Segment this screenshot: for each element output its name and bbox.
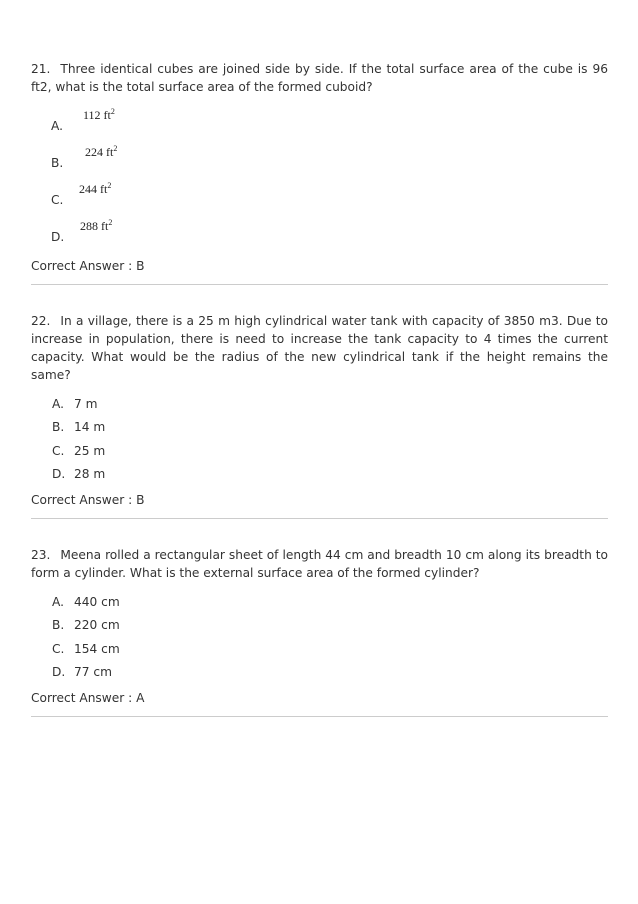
question-number: 23. [31, 548, 51, 563]
option-letter: B. [52, 420, 65, 435]
option-b[interactable] [31, 144, 608, 181]
option-image-value: 244 $ft^2$ [79, 181, 112, 196]
question-body: Meena rolled a rectangular sheet of length 44 cm and breadth 10 cm along its breadth to form a cylinder. What is the external surface area of the formed cylinder? [31, 548, 608, 581]
question-number: 21. [31, 62, 51, 76]
option-list [52, 396, 608, 489]
question-body: Three identical cubes are joined side by side. If the total surface area of the cube is 96 ft2, what is the total surface area of the formed cuboid? [31, 62, 608, 94]
option-value: 14 m [74, 420, 106, 435]
option-letter: C. [51, 193, 64, 207]
option-letter: A. [52, 595, 64, 610]
correct-answer: Correct Answer : A [31, 691, 145, 706]
option-letter: A. [51, 119, 63, 133]
option-a[interactable] [31, 107, 608, 144]
option-c[interactable] [52, 641, 608, 664]
option-value: 440 cm [74, 595, 120, 610]
option-value: 220 cm [74, 618, 120, 633]
question-22 [31, 312, 608, 519]
option-list [52, 594, 608, 687]
option-letter: C. [52, 641, 65, 656]
option-letter: D. [52, 665, 66, 680]
option-value: 25 m [74, 443, 106, 458]
option-letter: D. [51, 230, 65, 244]
question-number: 22. [31, 314, 51, 328]
question-23-text [31, 546, 608, 582]
correct-answer: Correct Answer : B [31, 493, 145, 508]
option-d[interactable] [52, 466, 608, 489]
option-letter: A. [52, 397, 64, 411]
option-d[interactable] [31, 218, 608, 255]
option-letter: B. [51, 156, 64, 170]
worksheet-page [31, 60, 608, 717]
question-21 [31, 60, 608, 285]
option-value: 77 cm [74, 665, 112, 680]
option-b[interactable] [52, 419, 608, 442]
option-a[interactable] [52, 396, 608, 419]
option-value: 7 m [74, 397, 98, 411]
option-value: 28 m [74, 466, 106, 481]
option-letter: D. [52, 466, 66, 481]
option-letter: C. [52, 443, 65, 458]
option-list [31, 107, 608, 255]
option-d[interactable] [52, 664, 608, 687]
option-image-value: 224 $ft^2$ [85, 144, 118, 159]
divider [31, 518, 608, 519]
question-23 [31, 546, 608, 717]
option-image-value: 288 $ft^2$ [80, 218, 113, 233]
option-c[interactable] [52, 443, 608, 466]
option-c[interactable] [31, 181, 608, 218]
divider [31, 716, 608, 717]
correct-answer: Correct Answer : B [31, 259, 145, 273]
option-letter: B. [52, 618, 65, 633]
option-b[interactable] [52, 617, 608, 640]
option-value: 154 cm [74, 641, 120, 656]
question-body: In a village, there is a 25 m high cylindrical water tank with capacity of 3850 m3. Due to increase in population, there is need to increase the tank capacity to 4 times the current capacity. What would be the radius of the new cylindrical tank if the height remains the same? [31, 314, 608, 382]
question-21-text [31, 60, 608, 96]
option-a[interactable] [52, 594, 608, 617]
divider [31, 284, 608, 285]
option-image-value: 112 $ft^2$ [83, 107, 115, 122]
question-22-text [31, 312, 608, 384]
